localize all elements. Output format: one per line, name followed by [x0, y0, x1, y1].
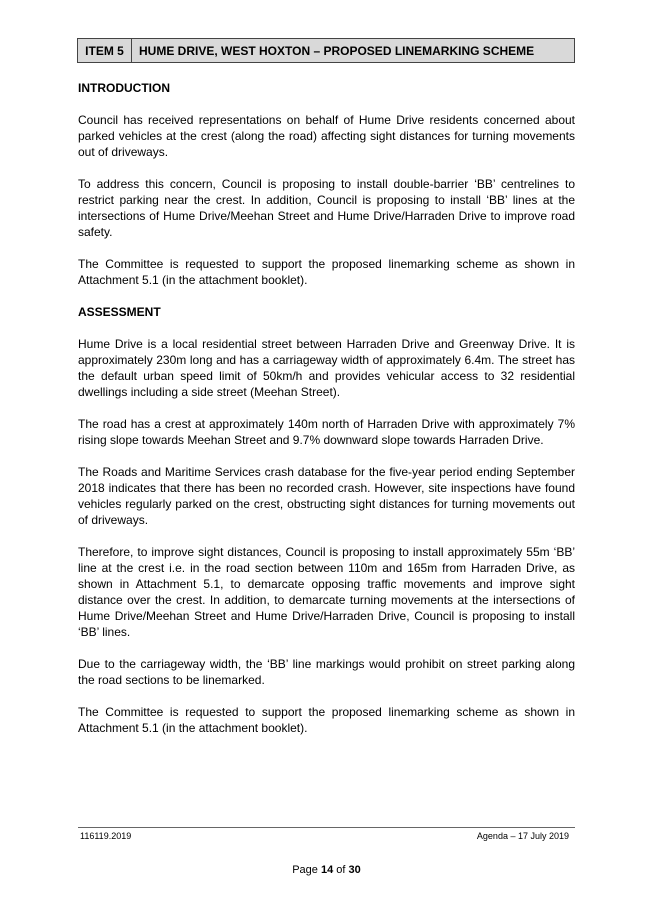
introduction-paragraph-3: The Committee is requested to support the proposed linemarking scheme as shown in Attachment 5.1 (in the attachment booklet). [78, 257, 575, 287]
page-of: of [333, 864, 349, 876]
footer-agenda-date: Agenda – 17 July 2019 [476, 831, 569, 841]
assessment-paragraph-2: The road has a crest at approximately 140m north of Harraden Drive with approximately 7% rising slope towards Meehan Street and 9.7% downward slope towards Harraden Drive. [78, 417, 575, 447]
page-current: 14 [320, 864, 334, 876]
item-header [77, 38, 575, 63]
document-body [78, 80, 575, 752]
page-total: 30 [348, 864, 361, 876]
footer-divider [78, 827, 575, 828]
footer-doc-id: 116119.2019 [80, 831, 132, 841]
introduction-heading: INTRODUCTION [78, 81, 170, 95]
item-number: ITEM 5 [78, 39, 132, 62]
page-number [0, 864, 653, 876]
page-prefix: Page [292, 864, 321, 876]
assessment-paragraph-4: Therefore, to improve sight distances, Council is proposing to install approximately 55m ‘BB’ line at the crest i.e. in the road section between 110m and 165m from Harraden Drive, as shown in Attachment 5.1, to demarcate opposing traffic movements and improve sight distance over the crest. In addition, to demarcate turning movements at the intersections of Hume Drive/Meehan Street and Hume Drive/Harraden Drive, Council is proposing to install ‘BB’ lines. [78, 545, 575, 639]
introduction-paragraph-1: Council has received representations on behalf of Hume Drive residents concerned about parked vehicles at the crest (along the road) affecting sight distances for turning movements out of driveways. [78, 113, 575, 159]
item-title: HUME DRIVE, WEST HOXTON – PROPOSED LINEMARKING SCHEME [139, 43, 535, 58]
assessment-paragraph-5: Due to the carriageway width, the ‘BB’ line markings would prohibit on street parking along the road sections to be linemarked. [78, 657, 575, 687]
assessment-paragraph-3: The Roads and Maritime Services crash database for the five-year period ending September 2018 indicates that there has been no recorded crash. However, site inspections have found vehicles regularly parked on the crest, obstructing sight distances for turning movements out of driveways. [78, 465, 575, 527]
introduction-paragraph-2: To address this concern, Council is proposing to install double-barrier ‘BB’ centrelines to restrict parking near the crest. In addition, Council is proposing to install ‘BB’ lines at the intersections of Hume Drive/Meehan Street and Hume Drive/Harraden Drive to improve road safety. [78, 177, 575, 239]
assessment-paragraph-6: The Committee is requested to support the proposed linemarking scheme as shown in Attachment 5.1 (in the attachment booklet). [78, 705, 575, 735]
assessment-paragraph-1: Hume Drive is a local residential street between Harraden Drive and Greenway Drive. It is approximately 230m long and has a carriageway width of approximately 6.4m. The street has the default urban speed limit of 50km/h and provides vehicular access to 32 residential dwellings including a side street (Meehan Street). [78, 337, 575, 399]
assessment-heading: ASSESSMENT [78, 305, 161, 319]
